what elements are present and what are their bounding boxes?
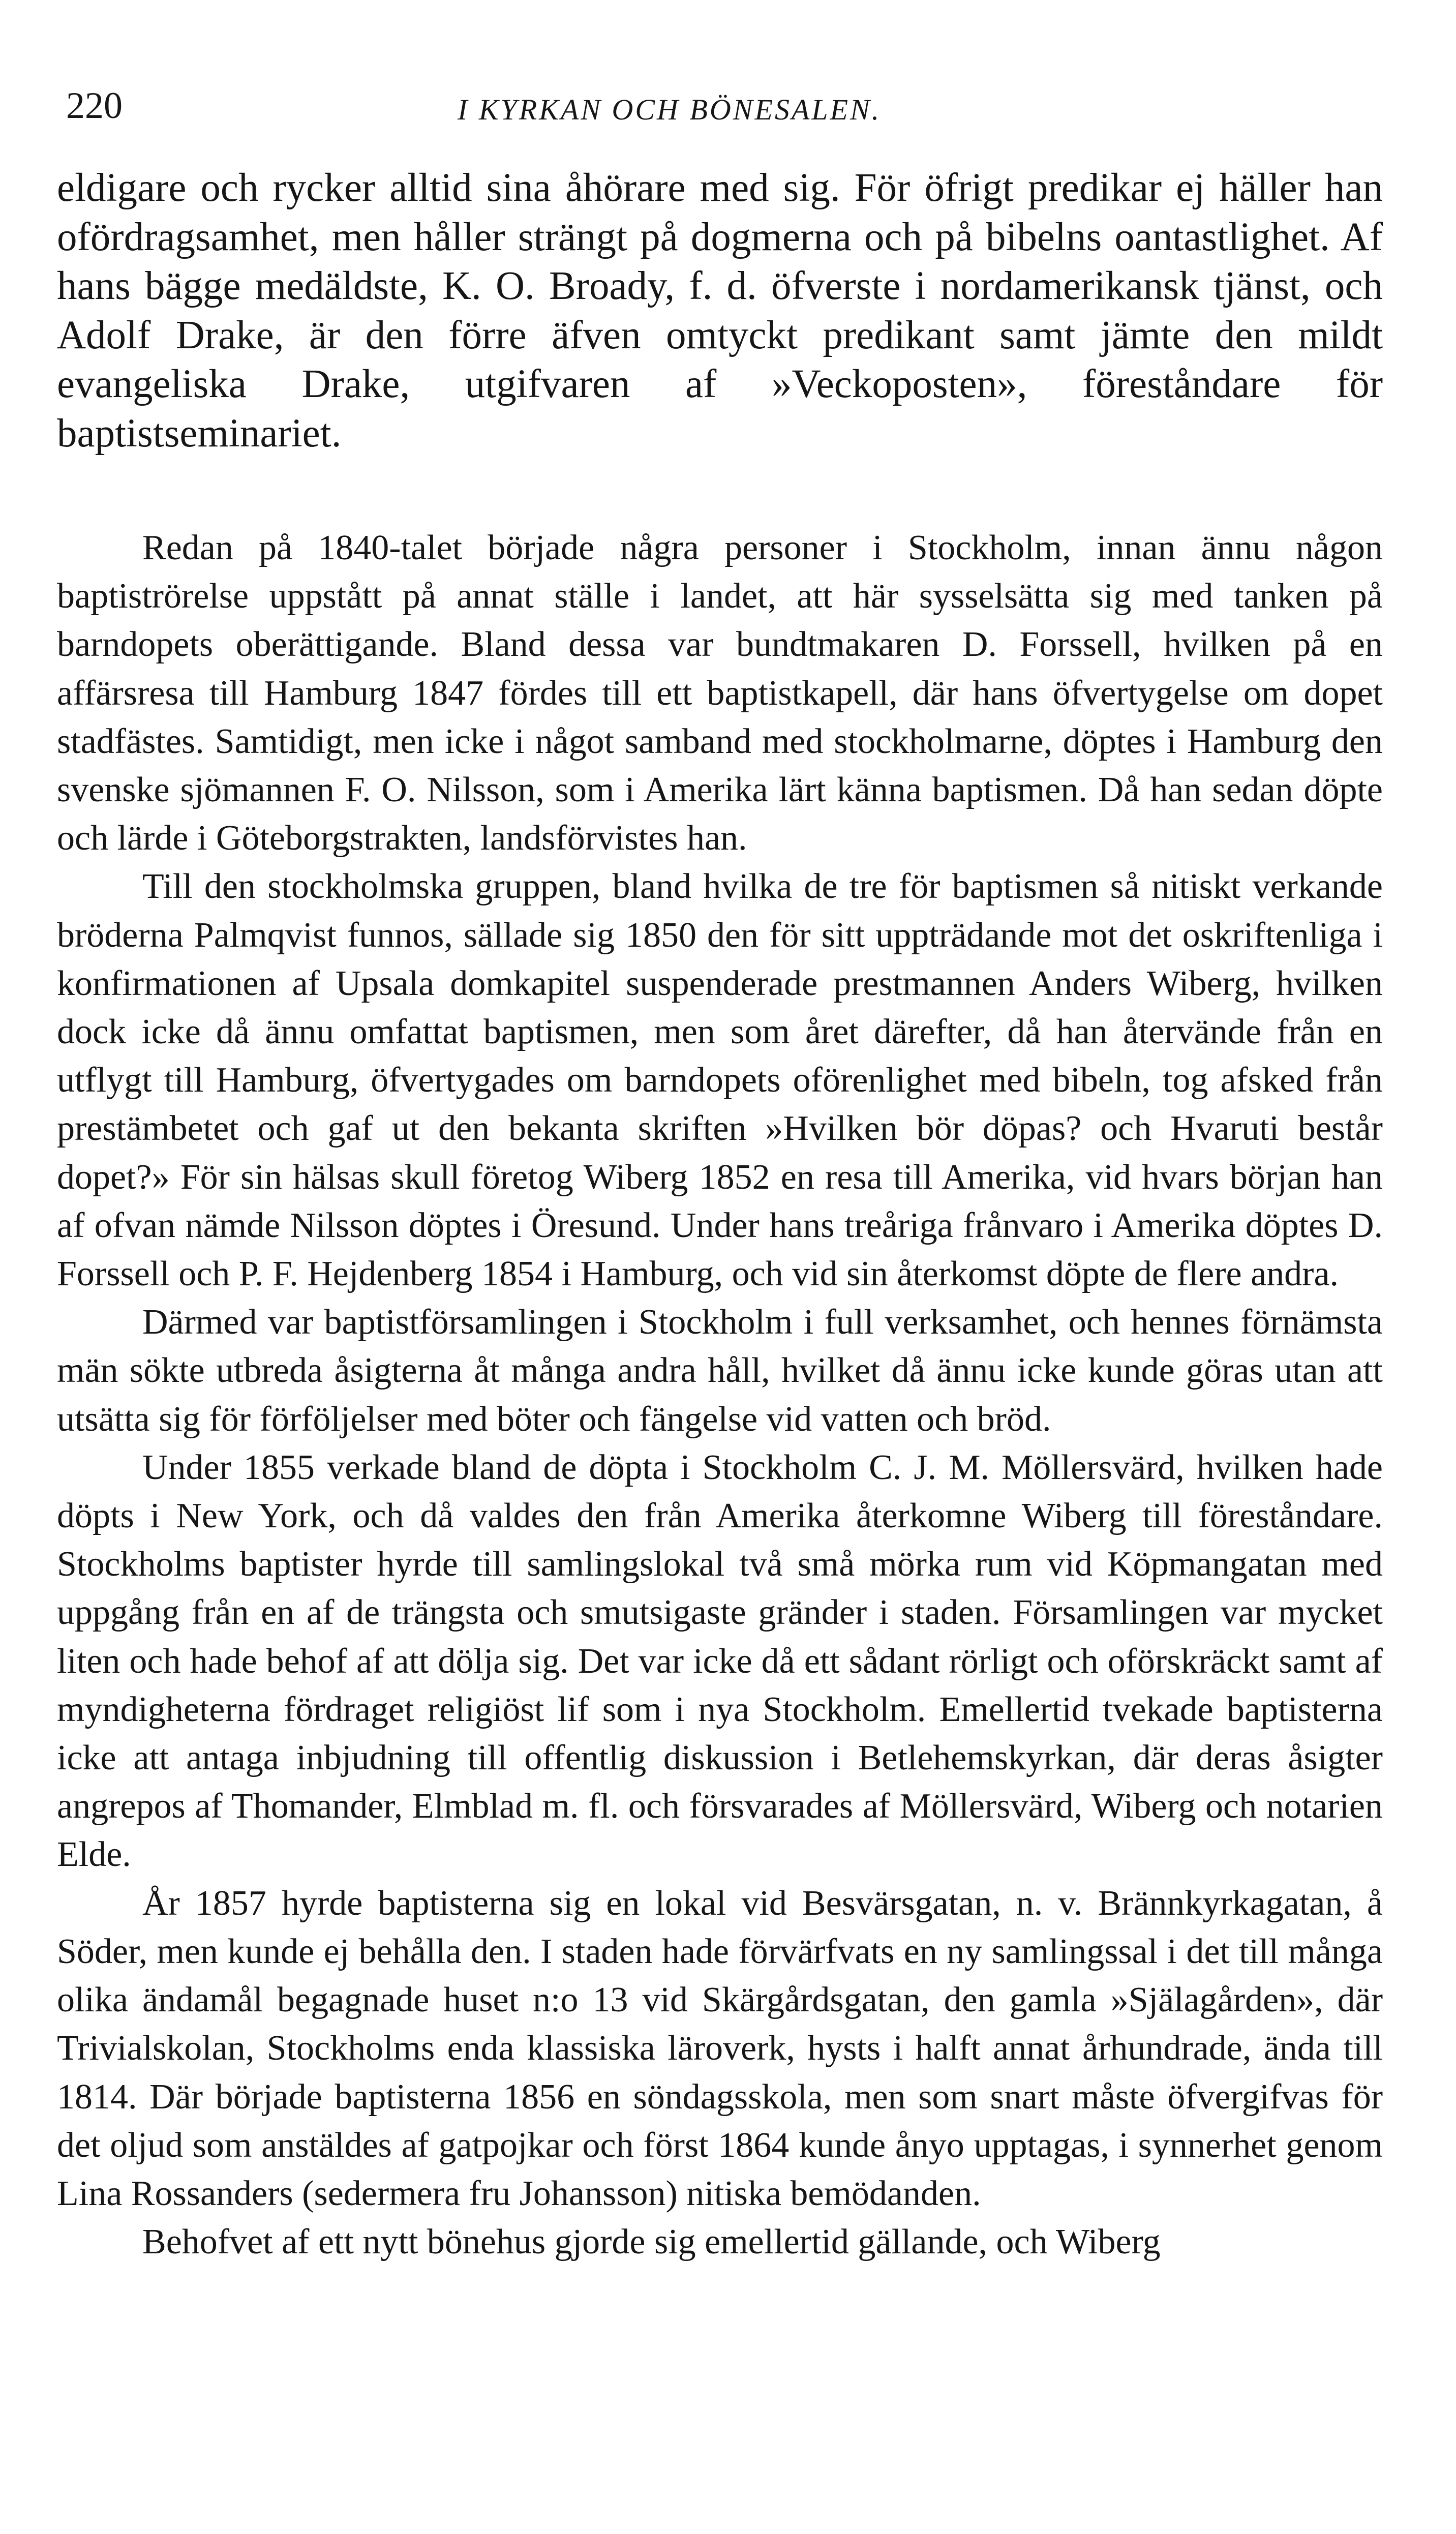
paragraph-forssell: Redan på 1840-talet började några personer i Stockholm, innan ännu någon baptiströrelse uppstått på annat ställe i landet, att här sysselsätta sig med tanken på barndopets oberättigande. Bland dessa var bundtmakaren D. Forssell, hvilken på en affärsresa till Hamburg 1847 fördes till ett baptistkapell, där hans öfvertygelse om dopet stadfästes. Samtidigt, men icke i något samband med stockholmarne, döptes i Hamburg den svenske sjömannen F. O. Nilsson, som i Amerika lärt känna baptismen. Då han sedan döpte och lärde i Göteborgstrakten, landsförvistes han.	[57, 528, 1383, 858]
page-header	[66, 76, 1378, 137]
continuation-paragraph: eldigare och rycker alltid sina åhörare med sig. För öfrigt predikar ej häller han ofördragsamhet, men håller strängt på dogmerna och på bibelns oantastlighet. Af hans bägge medäldste, K. O. Broady, f. d. öfverste i nordamerikansk tjänst, och Adolf Drake, är den förre äfven omtyckt predikant samt jämte den mildt evangeliska Drake, utgifvaren af »Veckoposten», föreståndare för baptistseminariet.	[57, 166, 1383, 456]
paragraph-new-chapel: Behofvet af ett nytt bönehus gjorde sig emellertid gällande, och Wiberg	[142, 2222, 1161, 2262]
baptist-history-section	[57, 524, 1383, 2266]
paragraph-congregation: Därmed var baptistförsamlingen i Stockholm i full verksamhet, och hennes förnämsta män sökte utbreda åsigterna åt många andra håll, hvilket då ännu icke kunde göras utan att utsätta sig för förföljelser med böter och fängelse vid vatten och bröd.	[57, 1303, 1383, 1439]
running-title: I KYRKAN OCH BÖNESALEN.	[458, 93, 882, 126]
continuation-text-block	[57, 164, 1383, 458]
paragraph-1857: År 1857 hyrde baptisterna sig en lokal vid Besvärsgatan, n. v. Brännkyrkagatan, å Söder, men kunde ej behålla den. I staden hade förvärfvats en ny samlingssal i det till många olika ändamål begagnade huset n:o 13 vid Skärgårdsgatan, den gamla »Själagården», där Trivialskolan, Stockholms enda klassiska läroverk, hysts i halft annat århundrade, ända till 1814. Där började baptisterna 1856 en söndagsskola, men som snart måste öfvergifvas för det oljud som anstäldes af gatpojkar och först 1864 kunde ånyo upptagas, i synnerhet genom Lina Rossanders (sedermera fru Johansson) nitiska bemödanden.	[57, 1883, 1383, 2213]
paragraph-wiberg: Till den stockholmska gruppen, bland hvilka de tre för baptismen så nitiskt verkande bröderna Palmqvist funnos, sällade sig 1850 den för sitt uppträdande mot det oskriftenliga i konfirmationen af Upsala domkapitel suspenderade prestmannen Anders Wiberg, hvilken dock icke då ännu omfattat baptismen, men som året därefter, då han återvände från en utflygt till Hamburg, öfvertygades om barndopets oförenlighet med bibeln, tog afsked från prestämbetet och gaf ut den bekanta skriften »Hvilken bör döpas? och Hvaruti består dopet?» För sin hälsas skull företog Wiberg 1852 en resa till Amerika, vid hvars början han af ofvan nämde Nilsson döptes i Öresund. Under hans treåriga frånvaro i Amerika döptes D. Forssell och P. F. Hejdenberg 1854 i Hamburg, och vid sin återkomst döpte de flere andra.	[57, 867, 1383, 1294]
paragraph-1855: Under 1855 verkade bland de döpta i Stockholm C. J. M. Möllersvärd, hvilken hade döpts i New York, och då valdes den från Amerika återkomne Wiberg till föreståndare. Stockholms baptister hyrde till samlingslokal två små mörka rum vid Köpmangatan med uppgång från en af de trängsta och smutsigaste gränder i staden. Församlingen var mycket liten och hade behof af att dölja sig. Det var icke då ett sådant rörligt och oförskräckt samt af myndigheterna fördraget religiöst lif som i nya Stockholm. Emellertid tvekade baptisterna icke att antaga inbjudning till offentlig diskussion i Betlehemskyrkan, där deras åsigter angrepos af Thomander, Elmblad m. fl. och försvarades af Möllersvärd, Wiberg och notarien Elde.	[57, 1447, 1383, 1875]
page-number: 220	[66, 85, 123, 127]
